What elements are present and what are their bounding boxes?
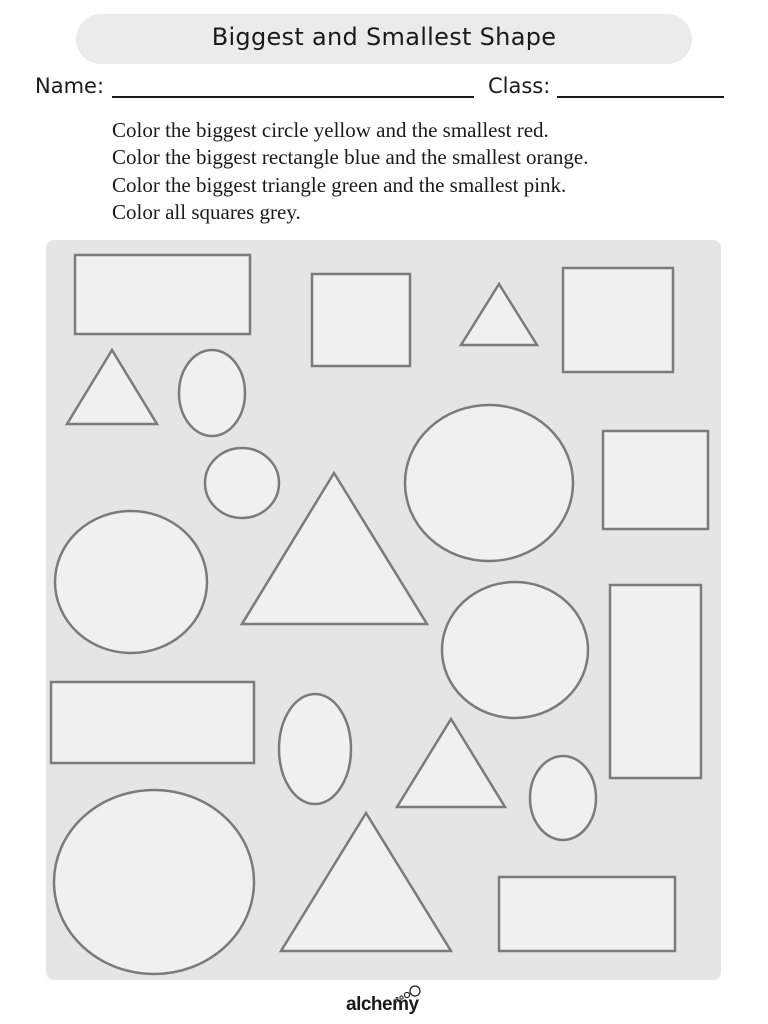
triangle-shape[interactable] (67, 350, 157, 424)
alchemy-logo (344, 984, 426, 1020)
ellipse-shape[interactable] (179, 350, 245, 436)
triangle-shape[interactable] (397, 719, 505, 807)
rectangle-shape[interactable] (610, 585, 701, 778)
square-shape[interactable] (563, 268, 673, 372)
page-title: Biggest and Smallest Shape (211, 23, 557, 51)
rectangle-shape[interactable] (499, 877, 675, 951)
instruction-circle: Color the biggest circle yellow and the smallest red. (112, 118, 549, 142)
name-label: Name: (35, 74, 105, 98)
circle-shape[interactable] (54, 790, 254, 974)
instruction-rectangle: Color the biggest rectangle blue and the smallest orange. (112, 145, 589, 170)
instruction-square: Color all squares grey. (112, 199, 301, 224)
circle-shape[interactable] (405, 405, 573, 561)
rectangle-shape[interactable] (51, 682, 254, 763)
rectangle-shape[interactable] (75, 255, 250, 334)
ellipse-shape[interactable] (279, 694, 351, 804)
class-label: Class: (488, 74, 551, 98)
ellipse-shape[interactable] (530, 756, 596, 840)
circle-shape[interactable] (55, 511, 207, 653)
circle-shape[interactable] (205, 448, 279, 518)
instruction-triangle: Color the biggest triangle green and the smallest pink. (112, 172, 567, 197)
square-shape[interactable] (312, 274, 410, 366)
logo-text: alchemy (346, 994, 419, 1015)
square-shape[interactable] (603, 431, 708, 529)
circle-shape[interactable] (442, 582, 588, 718)
triangle-shape[interactable] (281, 813, 451, 951)
triangle-shape[interactable] (461, 284, 537, 345)
